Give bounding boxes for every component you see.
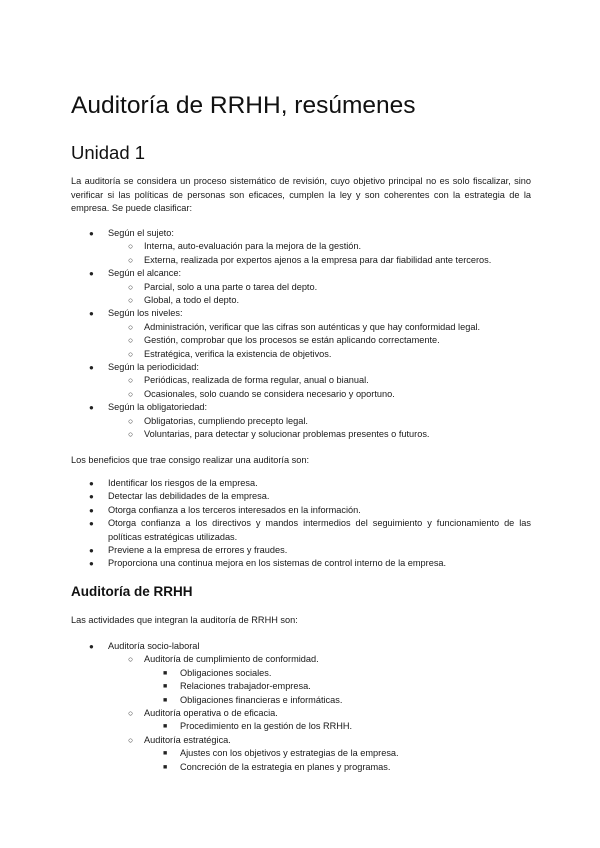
- bullet-icon: ○: [128, 734, 134, 745]
- list-item-text: Ocasionales, solo cuando se considera necesario y oportuno.: [144, 388, 395, 399]
- bullet-icon: ○: [128, 241, 134, 252]
- bullet-icon: ○: [128, 281, 134, 292]
- list-item: [71, 720, 531, 733]
- list-item-text: Procedimiento en la gestión de los RRHH.: [180, 721, 353, 732]
- activities-intro: Las actividades que integran la auditoría de RRHH son:: [71, 615, 298, 625]
- section-heading: Auditoría de RRHH: [71, 584, 193, 599]
- bullet-icon: ○: [128, 654, 134, 665]
- list-item-text: Según el sujeto:: [108, 228, 174, 238]
- list-item-text: Auditoría operativa o de eficacia.: [144, 708, 278, 719]
- bullet-icon: ○: [128, 321, 134, 332]
- bullet-icon: ■: [163, 683, 168, 691]
- bullet-icon: ●: [89, 479, 94, 488]
- list-item: [71, 544, 531, 557]
- list-item-text: Según el alcance:: [108, 268, 182, 279]
- bullet-icon: ●: [89, 403, 94, 413]
- bullet-icon: ●: [89, 559, 94, 569]
- list-item-text: Externa, realizada por expertos ajenos a la empresa para dar fiabilidad ante terceros.: [144, 254, 492, 265]
- bullet-icon: ○: [128, 254, 134, 265]
- document-title: Auditoría de RRHH, resúmenes: [71, 92, 416, 119]
- bullet-icon: ●: [89, 505, 94, 515]
- list-item-text: Parcial, solo a una parte o tarea del depto.: [144, 281, 318, 292]
- list-item: [71, 490, 531, 503]
- bullet-icon: ○: [128, 415, 134, 426]
- bullet-icon: ●: [89, 363, 94, 373]
- list-item: [71, 267, 531, 280]
- list-item-text: Ajustes con los objetivos y estrategias de la empresa.: [180, 748, 399, 759]
- list-item-text: Relaciones trabajador-empresa.: [180, 681, 311, 692]
- list-item-text: Obligatorias, cumpliendo precepto legal.: [144, 415, 308, 426]
- bullet-icon: ○: [128, 295, 134, 306]
- bullet-icon: ●: [89, 519, 94, 529]
- bullet-icon: ■: [163, 723, 168, 731]
- bullet-icon: ■: [163, 669, 168, 677]
- list-item: [71, 707, 531, 720]
- list-item-text: Voluntarias, para detectar y solucionar problemas presentes o futuros.: [144, 429, 430, 440]
- list-item: [71, 747, 531, 760]
- list-item-text: Auditoría estratégica.: [144, 734, 231, 745]
- unit-heading: Unidad 1: [71, 142, 146, 163]
- list-item-text: Obligaciones sociales.: [180, 667, 272, 678]
- list-item-text: Administración, verificar que las cifras son auténticas y que hay conformidad legal.: [144, 321, 481, 332]
- list-item: [71, 374, 531, 387]
- list-item-text: Previene a la empresa de errores y fraudes.: [108, 545, 288, 556]
- bullet-icon: ●: [89, 229, 94, 238]
- bullet-icon: ○: [128, 708, 134, 719]
- list-item: [71, 428, 531, 441]
- list-item-text: Concreción de la estrategia en planes y programas.: [180, 761, 391, 772]
- bullet-icon: ■: [163, 696, 168, 704]
- list-item-text: Auditoría de cumplimiento de conformidad.: [144, 654, 319, 665]
- list-item: [71, 640, 531, 653]
- list-item: [71, 734, 531, 747]
- list-item-text: Obligaciones financieras e informáticas.: [180, 694, 343, 705]
- list-item: [71, 557, 531, 570]
- benefits-intro: Los beneficios que trae consigo realizar una auditoría son:: [71, 455, 310, 465]
- list-item: [71, 504, 531, 517]
- bullet-icon: ●: [89, 546, 94, 556]
- bullet-icon: ○: [128, 388, 134, 399]
- bullet-icon: ○: [128, 335, 134, 346]
- list-item-text: Según la obligatoriedad:: [108, 402, 208, 413]
- bullet-icon: ●: [89, 269, 94, 279]
- list-item: [71, 307, 531, 320]
- list-item: [71, 240, 531, 253]
- list-item: [71, 334, 531, 347]
- list-item: [71, 388, 531, 401]
- list-item-text: Interna, auto-evaluación para la mejora de la gestión.: [144, 241, 362, 252]
- activities-list: [71, 640, 531, 774]
- bullet-icon: ○: [128, 429, 134, 440]
- bullet-icon: ○: [128, 375, 134, 386]
- list-item: [71, 321, 531, 334]
- bullet-icon: ○: [128, 348, 134, 359]
- list-item-text: Según la periodicidad:: [108, 362, 199, 373]
- list-item: [71, 415, 531, 428]
- list-item-text: Global, a todo el depto.: [144, 295, 240, 306]
- list-item: [71, 294, 531, 307]
- bullet-icon: ●: [89, 642, 94, 651]
- classification-list: [71, 227, 531, 442]
- benefits-list: [71, 477, 531, 571]
- bullet-icon: ■: [163, 750, 168, 758]
- list-item: [71, 761, 531, 774]
- list-item: [71, 517, 531, 544]
- list-item: [71, 361, 531, 374]
- list-item: [71, 348, 531, 361]
- list-item-text: Estratégica, verifica la existencia de objetivos.: [144, 348, 332, 359]
- list-item: [71, 667, 531, 680]
- list-item: [71, 281, 531, 294]
- list-item: [71, 254, 531, 267]
- list-item-text: Identificar los riesgos de la empresa.: [108, 478, 258, 488]
- list-item-text: Auditoría socio-laboral: [108, 641, 200, 651]
- list-item: [71, 227, 531, 240]
- list-item-text: Gestión, comprobar que los procesos se están aplicando correctamente.: [144, 335, 440, 346]
- list-item: [71, 401, 531, 414]
- list-item-text: Proporciona una continua mejora en los sistemas de control interno de la empresa.: [108, 558, 447, 569]
- list-item: [71, 680, 531, 693]
- intro-paragraph: La auditoría se considera un proceso sistemático de revisión, cuyo objetivo principal no es solo fiscalizar, sino verificar si las políticas de personas son eficaces, cumplen la ley y son coherentes con la estrategia de la empresa. Se puede clasificar:: [71, 176, 531, 214]
- bullet-icon: ●: [89, 492, 94, 502]
- list-item-text: Periódicas, realizada de forma regular, anual o bianual.: [144, 375, 369, 386]
- list-item-text: Detectar las debilidades de la empresa.: [108, 491, 270, 502]
- list-item: [71, 694, 531, 707]
- list-item: [71, 653, 531, 666]
- list-item-text: Otorga confianza a los terceros interesados en la información.: [108, 504, 361, 515]
- bullet-icon: ●: [89, 309, 94, 319]
- bullet-icon: ■: [163, 763, 168, 771]
- list-item: [71, 477, 531, 490]
- list-item-text: Otorga confianza a los directivos y mandos intermedios del seguimiento y funcionamiento de las políticas estratégicas utilizadas.: [108, 518, 531, 542]
- list-item-text: Según los niveles:: [108, 308, 183, 319]
